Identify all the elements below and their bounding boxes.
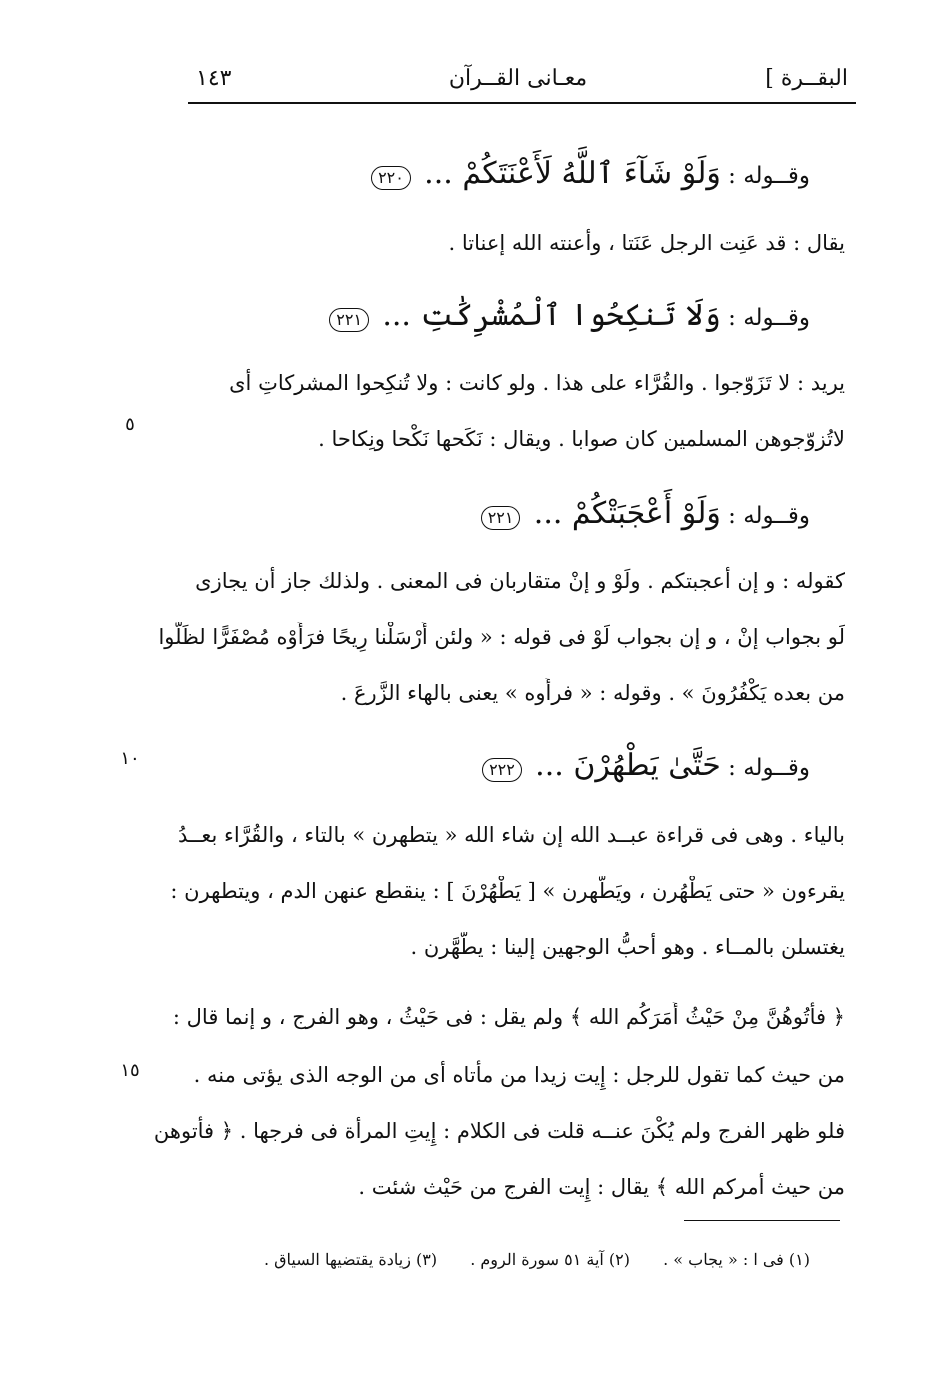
text-line: يريد : لا تَزَوّجوا . والقُرَّاء على هذا . ولو كانت : ولا تُنكِحوا المشركاتِ أى — [229, 371, 845, 395]
footnote: (١) فى ا : « يجاب » . — [663, 1250, 810, 1269]
footnote-rule — [684, 1220, 840, 1221]
text-line: يقرءون « حتى يَطْهُرن ، ويَطَّهرن » [ يَطْهُرْنَ ] : ينقطع عنهن الدم ، ويتطهرن : — [170, 879, 845, 903]
verse-heading — [320, 496, 810, 534]
footnote: (٢) آية ٥١ سورة الروم . — [470, 1250, 631, 1269]
book-title: معـانى القــرآن — [448, 66, 588, 91]
verse-number-badge: ٢٢١ — [329, 308, 369, 332]
text-line: يقال : قد عَنِت الرجل عَنَتا ، وأعنته الله إعناتا . — [448, 231, 845, 255]
quran-quote: وَلَوْ أَعْجَبَتْكُمْ ... — [533, 496, 721, 531]
margin-line-number: ٥ — [125, 414, 135, 435]
running-header — [188, 62, 848, 102]
verse-heading — [320, 748, 810, 786]
text-line: من حيث كما تقول للرجل : إِيت زيدا من مأتاه أى من الوجه الذى يؤتى منه . — [193, 1063, 845, 1087]
heading-intro: وقــوله : — [728, 755, 810, 781]
verse-number-badge: ٢٢٠ — [371, 166, 411, 190]
footnotes — [180, 1248, 810, 1272]
heading-intro: وقــوله : — [728, 503, 810, 529]
verse-number-badge: ٢٢٢ — [482, 758, 522, 782]
text-line: لاتُزوّجوهن المسلمين كان صوابا . ويقال : نَكَحها نَكْحا ونِكاحا . — [318, 427, 845, 451]
heading-intro: وقــوله : — [728, 163, 810, 189]
text-line: كقوله : و إن أعجبتكم . ولَوْ و إنْ متقاربان فى المعنى . ولذلك جاز أن يجازى — [195, 569, 845, 593]
text-line: لَو بجواب إنْ ، و إن بجواب لَوْ فى قوله : « ولئن أَرْسَلْنا رِيحًا فرَأَوْه مُصْفَرًّا لظَلُّوا — [158, 625, 845, 649]
quran-quote: حَتَّىٰ يَطْهُرْنَ ... — [535, 748, 721, 783]
footnote: (٣) زيادة يقتضيها السياق . — [263, 1250, 438, 1269]
verse-number-badge: ٢٢١ — [481, 506, 521, 530]
verse-heading — [320, 298, 810, 336]
margin-line-number: ١٥ — [120, 1060, 140, 1081]
text-line: من بعده يَكْفُرُونَ » . وقوله : « فرأَوه » يعنى بالهاء الزَّرعَ . — [340, 681, 845, 705]
margin-line-number: ١٠ — [120, 748, 140, 769]
verse-heading — [320, 156, 810, 194]
text-line: ﴿ فأْتُوهُنَّ مِنْ حَيْثُ أَمَرَكُم الله ﴾ ولم يقل : فى حَيْثُ ، وهو الفرج ، و إنما قال : — [172, 1005, 845, 1029]
page-number: ١٤٣ — [196, 66, 232, 91]
heading-intro: وقــوله : — [728, 305, 810, 331]
text-line: فلو ظهر الفرج ولم يُكْنَ عنــه قلت فى الكلام : إِيتِ المرأة فى فرجها . ﴿ فأتوهن — [153, 1119, 845, 1143]
text-line: بالياء . وهى فى قراءة عبــد الله إن شاء الله « يتطهرن » بالتاء ، والقُرَّاء بعــدُ — [178, 823, 845, 847]
text-line: يغتسلن بالمــاء . وهو أحبُّ الوجهين إلينا : يطَّهَّرن . — [410, 935, 845, 959]
quran-quote: وَلَا تَنكِحُوا ٱلْمُشْرِكَٰتِ ... — [382, 298, 721, 333]
surah-name: البقــرة ] — [765, 66, 848, 91]
header-rule — [188, 102, 856, 104]
quran-quote: وَلَوْ شَآءَ ٱللَّهُ لَأَعْنَتَكُمْ ... — [424, 156, 721, 191]
text-line: من حيث أمركم الله ﴾ يقال : إِيت الفرج من حَيْث شئت . — [358, 1175, 845, 1199]
